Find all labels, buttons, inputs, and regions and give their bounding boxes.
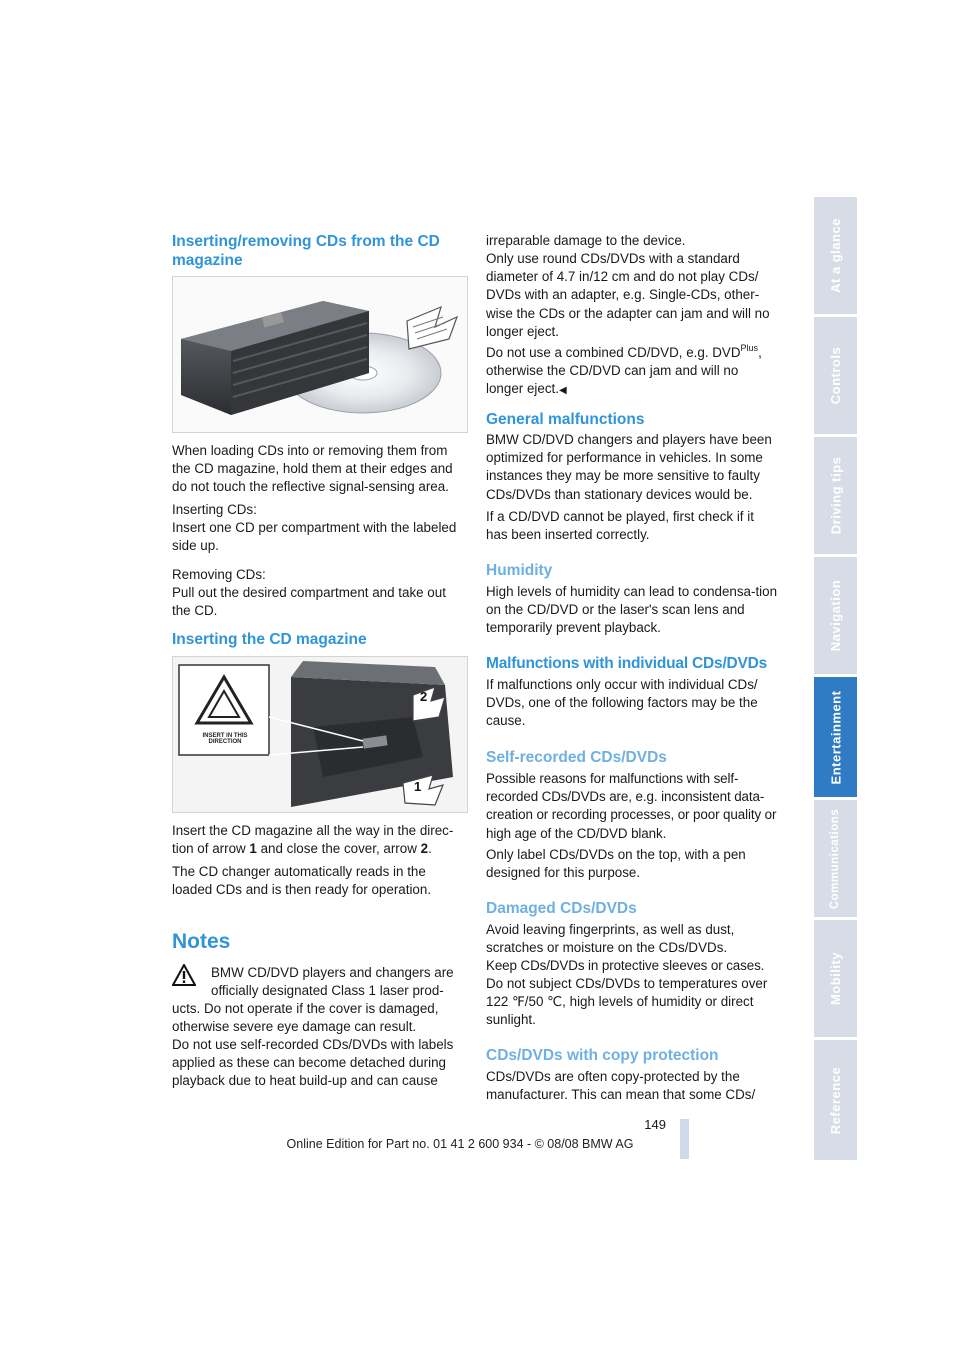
para-damaged2: Keep CDs/DVDs in protective sleeves or cases. bbox=[486, 958, 765, 973]
para-loading: When loading CDs into or removing them from the CD magazine, hold them at their edges and do not touch the reflective signal-sensing area. bbox=[172, 443, 453, 495]
tab-communications[interactable]: Communications bbox=[814, 800, 857, 917]
end-mark: ◀ bbox=[558, 385, 567, 397]
para-removing-text: Pull out the desired compartment and take out the CD. bbox=[172, 585, 446, 619]
heading-copy: CDs/DVDs with copy protection bbox=[486, 1047, 719, 1064]
para-inserting-text: Insert one CD per compartment with the labeled side up. bbox=[172, 520, 457, 554]
figure-arrow-1: 1 bbox=[414, 779, 422, 794]
para-notes-line1: BMW CD/DVD players and changers are bbox=[211, 965, 454, 980]
heading-individual: Malfunctions with individual CDs/DVDs bbox=[486, 655, 768, 672]
para-notes-line2: officially designated Class 1 laser prod- bbox=[211, 983, 444, 998]
para-general2: If a CD/DVD cannot be played, first check if it has been inserted correctly. bbox=[486, 509, 754, 543]
cd-magazine-illustration bbox=[173, 277, 467, 432]
para-selfrec2: Only label CDs/DVDs on the top, with a pen designed for this purpose. bbox=[486, 847, 746, 881]
heading-selfrec: Self-recorded CDs/DVDs bbox=[486, 749, 667, 766]
heading-notes: Notes bbox=[172, 930, 231, 953]
heading-humidity: Humidity bbox=[486, 562, 553, 579]
figure-arrow-2: 2 bbox=[420, 689, 428, 704]
para-changer: The CD changer automatically reads in the loaded CDs and is then ready for operation. bbox=[172, 864, 432, 898]
para-insert-magazine: Insert the CD magazine all the way in the direc-tion of arrow 1 and close the cover, arrow 2. bbox=[172, 823, 454, 857]
tab-mobility[interactable]: Mobility bbox=[814, 920, 857, 1037]
para-cont: irreparable damage to the device. bbox=[486, 233, 686, 248]
tab-at-a-glance[interactable]: At a glance bbox=[814, 197, 857, 314]
para-combined: Do not use a combined CD/DVD, e.g. $DVD^{Plus}$, otherwise the CD/DVD can jam and will no longer eject.◀ bbox=[486, 343, 762, 397]
heading-inserting-magazine: Inserting the CD magazine bbox=[172, 631, 367, 648]
tab-navigation[interactable]: Navigation bbox=[814, 557, 857, 674]
figure-insert-label: INSERT IN THIS DIRECTION bbox=[202, 733, 248, 745]
para-individual: If malfunctions only occur with individual CDs/ DVDs, one of the following factors may be the cause. bbox=[486, 677, 758, 729]
para-damaged1: Avoid leaving fingerprints, as well as dust, scratches or moisture on the CDs/DVDs. bbox=[486, 922, 735, 956]
heading-general: General malfunctions bbox=[486, 411, 645, 428]
para-selfrec1: Possible reasons for malfunctions with self-recorded CDs/DVDs are, e.g. inconsistent data-creation or recording processes, or poor quality or high age of the CD/DVD blank. bbox=[486, 771, 777, 841]
section-sidebar bbox=[814, 197, 857, 1160]
para-notes-selfrec: Do not use self-recorded CDs/DVDs with labels applied as these can become detached during playback due to heat build-up and can cause bbox=[172, 1037, 454, 1089]
para-general1: BMW CD/DVD changers and players have been optimized for performance in vehicles. In some instances they may be more sensitive to faulty CDs/DVDs than stationary devices would be. bbox=[486, 432, 772, 502]
tab-reference[interactable]: Reference bbox=[814, 1040, 857, 1160]
tab-driving-tips[interactable]: Driving tips bbox=[814, 437, 857, 554]
para-notes-rest: ucts. Do not operate if the cover is damaged, otherwise severe eye damage can result. bbox=[172, 1001, 439, 1035]
tab-entertainment[interactable]: Entertainment bbox=[814, 677, 857, 797]
para-copy: CDs/DVDs are often copy-protected by the manufacturer. This can mean that some CDs/ bbox=[486, 1069, 756, 1103]
tab-controls[interactable]: Controls bbox=[814, 317, 857, 434]
para-round: Only use round CDs/DVDs with a standard diameter of 4.7 in/12 cm and do not play CDs/ DVDs with an adapter, e.g. Single-CDs, other-wise the CDs or the adapter can jam and will no longer eject. bbox=[486, 251, 770, 339]
warning-icon bbox=[172, 964, 196, 986]
figure-insert-magazine bbox=[172, 656, 468, 813]
heading-damaged: Damaged CDs/DVDs bbox=[486, 900, 637, 917]
page-number: 149 bbox=[644, 1117, 666, 1132]
para-humidity: High levels of humidity can lead to condensa-tion on the CD/DVD or the laser's scan lens and temporarily prevent playback. bbox=[486, 584, 778, 636]
heading-inserting-removing: Inserting/removing CDs from the CD magazine bbox=[172, 233, 440, 269]
footer-edition: Online Edition for Part no. 01 41 2 600 934 - © 08/08 BMW AG bbox=[286, 1137, 634, 1151]
para-removing-label: Removing CDs: bbox=[172, 567, 266, 582]
para-damaged3: Do not subject CDs/DVDs to temperatures over 122 ℉/50 ℃, high levels of humidity or direct sunlight. bbox=[486, 976, 768, 1028]
para-inserting-label: Inserting CDs: bbox=[172, 502, 257, 517]
figure-cd-magazine-disc bbox=[172, 276, 468, 433]
